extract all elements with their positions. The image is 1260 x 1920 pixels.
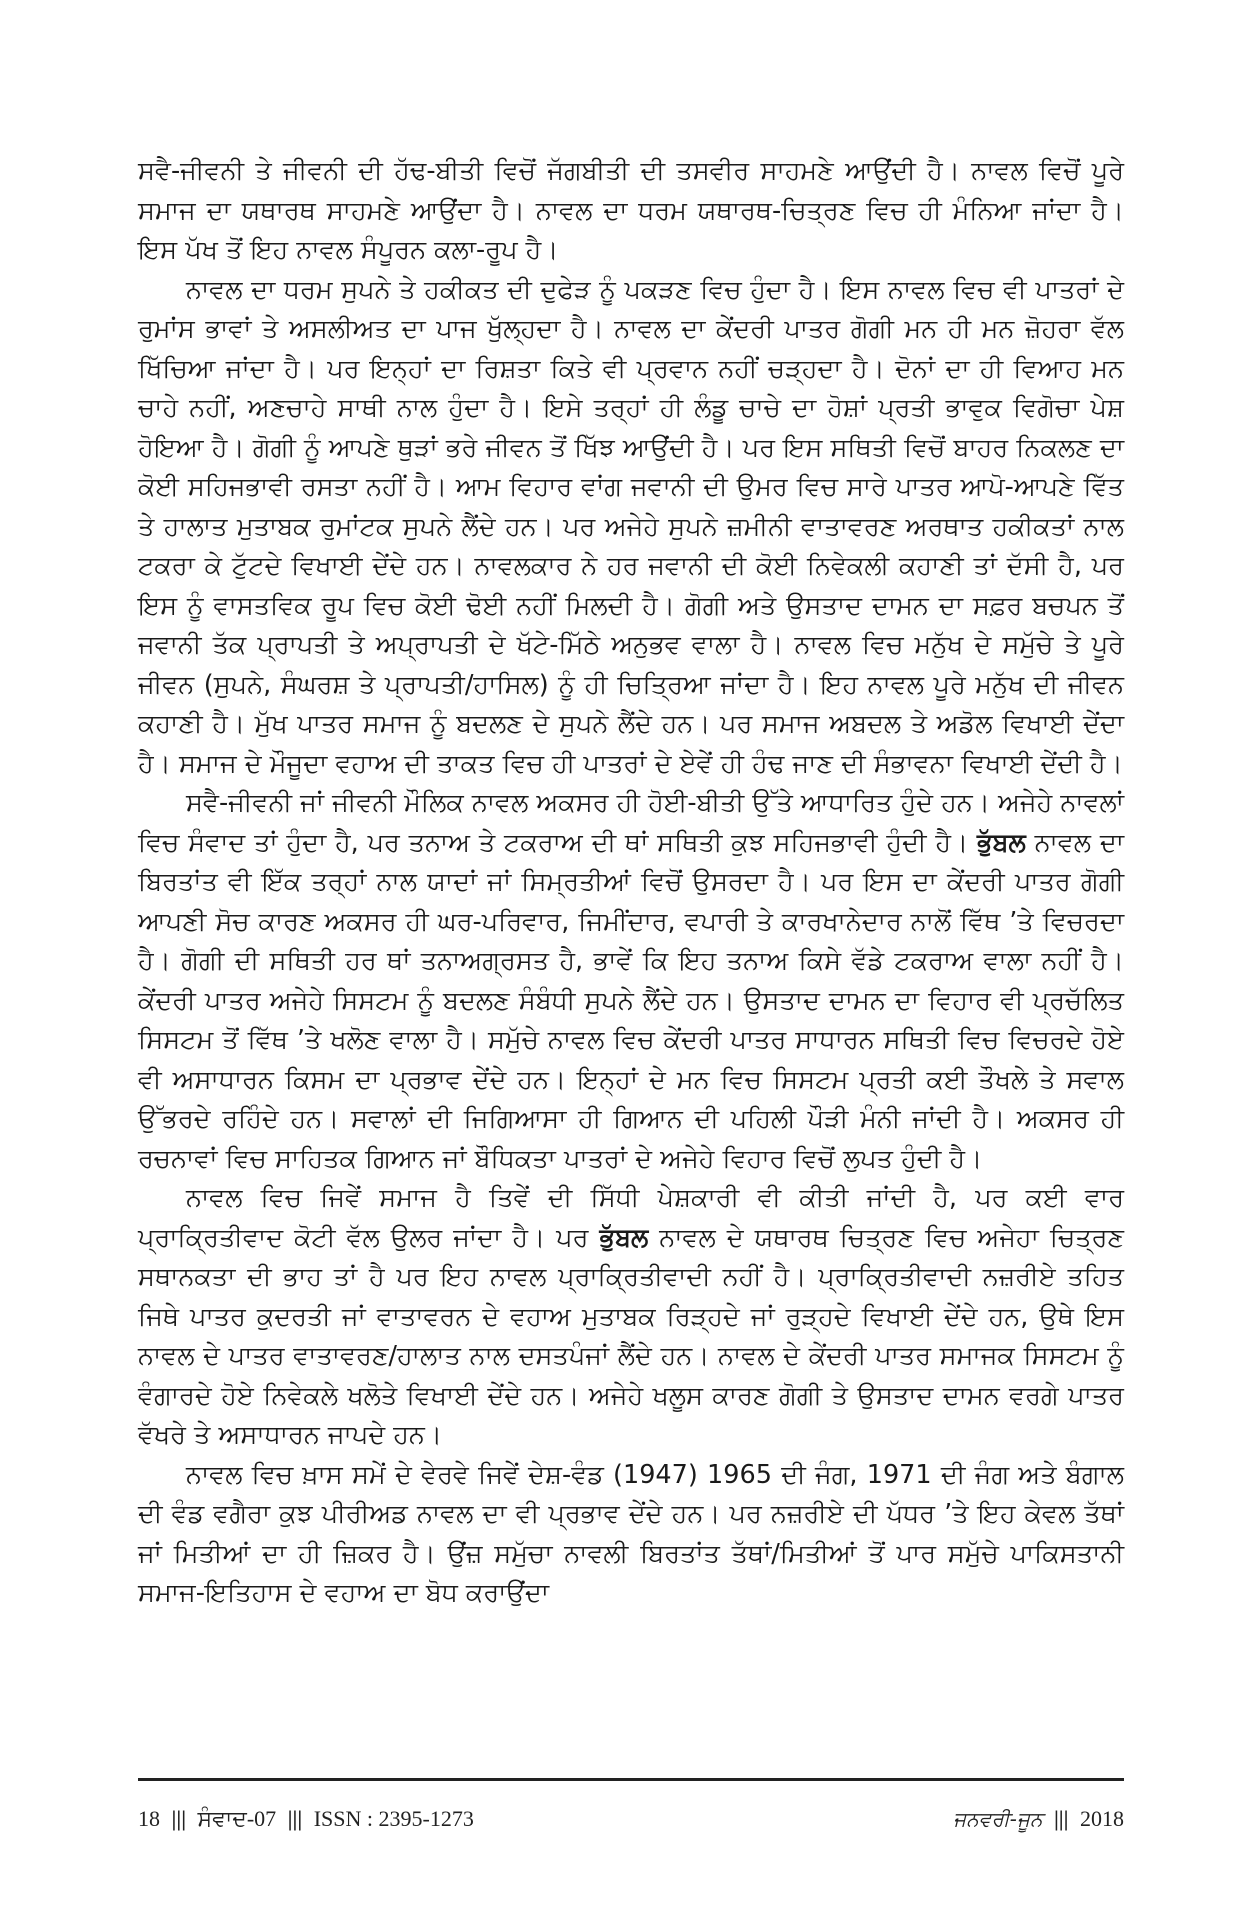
paragraph-4 (138, 1179, 1124, 1456)
paragraph-2 (138, 271, 1124, 785)
footer-separator: ||| (1053, 1806, 1069, 1831)
footer-separator: ||| (171, 1806, 187, 1831)
issue-period: ਜਨਵਰੀ-ਜੂਨ (953, 1807, 1043, 1831)
novel-title-bold: ਭੁੱਬਲ (599, 1222, 649, 1253)
paragraph-text: ਨਾਵਲ ਦਾ ਬਿਰਤਾਂਤ ਵੀ ਇੱਕ ਤਰ੍ਹਾਂ ਨਾਲ ਯਾਦਾਂ ਜਾਂ ਸਿਮ੍ਰਤੀਆਂ ਵਿਚੋਂ ਉਸਰਦਾ ਹੈ। ਪਰ ਇਸ ਦਾ ਕੇਂਦਰੀ ਪਾਤਰ ਗੋਗੀ ਆਪਣੀ ਸੋਚ ਕਾਰਣ ਅਕਸਰ ਹੀ ਘਰ-ਪਰਿਵਾਰ, ਜਿਮੀਂਦਾਰ, ਵਪਾਰੀ ਤੇ ਕਾਰਖਾਨੇਦਾਰ ਨਾਲੋਂ ਵਿੱਥ ’ਤੇ ਵਿਚਰਦਾ ਹੈ। ਗੋਗੀ ਦੀ ਸਥਿਤੀ ਹਰ ਥਾਂ ਤਨਾਅਗ੍ਰਸਤ ਹੈ, ਭਾਵੇਂ ਕਿ ਇਹ ਤਨਾਅ ਕਿਸੇ ਵੱਡੇ ਟਕਰਾਅ ਵਾਲਾ ਨਹੀਂ ਹੈ। ਕੇਂਦਰੀ ਪਾਤਰ ਅਜੇਹੇ ਸਿਸਟਮ ਨੂੰ ਬਦਲਣ ਸੰਬੰਧੀ ਸੁਪਨੇ ਲੈਂਦੇ ਹਨ। ਉਸਤਾਦ ਦਾਮਨ ਦਾ ਵਿਹਾਰ ਵੀ ਪ੍ਰਚੱਲਿਤ ਸਿਸਟਮ ਤੋਂ ਵਿੱਥ ’ਤੇ ਖਲੋਣ ਵਾਲਾ ਹੈ। ਸਮੁੱਚੇ ਨਾਵਲ ਵਿਚ ਕੇਂਦਰੀ ਪਾਤਰ ਸਾਧਾਰਨ ਸਥਿਤੀ ਵਿਚ ਵਿਚਰਦੇ ਹੋਏ ਵੀ ਅਸਾਧਾਰਨ ਕਿਸਮ ਦਾ ਪ੍ਰਭਾਵ ਦੇਂਦੇ ਹਨ। ਇਨ੍ਹਾਂ ਦੇ ਮਨ ਵਿਚ ਸਿਸਟਮ ਪ੍ਰਤੀ ਕਈ ਤੌਖਲੇ ਤੇ ਸਵਾਲ ਉੱਭਰਦੇ ਰਹਿੰਦੇ ਹਨ। ਸਵਾਲਾਂ ਦੀ ਜਿਗਿਆਸਾ ਹੀ ਗਿਆਨ ਦੀ ਪਹਿਲੀ ਪੌੜੀ ਮੰਨੀ ਜਾਂਦੀ ਹੈ। ਅਕਸਰ ਹੀ ਰਚਨਾਵਾਂ ਵਿਚ ਸਾਹਿਤਕ ਗਿਆਨ ਜਾਂ ਬੌਧਿਕਤਾ ਪਾਤਰਾਂ ਦੇ ਅਜੇਹੇ ਵਿਹਾਰ ਵਿਚੋਂ ਲੁਪਤ ਹੁੰਦੀ ਹੈ। (138, 827, 1124, 1174)
page-footer (138, 1800, 1124, 1840)
paragraph-5 (138, 1456, 1124, 1614)
paragraph-text: ਨਾਵਲ ਦੇ ਯਥਾਰਥ ਚਿਤ੍ਰਣ ਵਿਚ ਅਜੇਹਾ ਚਿਤ੍ਰਣ ਸਥਾਨਕਤਾ ਦੀ ਭਾਹ ਤਾਂ ਹੈ ਪਰ ਇਹ ਨਾਵਲ ਪ੍ਰਾਕ੍ਰਿਤੀਵਾਦੀ ਨਹੀਂ ਹੈ। ਪ੍ਰਾਕ੍ਰਿਤੀਵਾਦੀ ਨਜ਼ਰੀਏ ਤਹਿਤ ਜਿਥੇ ਪਾਤਰ ਕੁਦਰਤੀ ਜਾਂ ਵਾਤਾਵਰਨ ਦੇ ਵਹਾਅ ਮੁਤਾਬਕ ਰਿੜ੍ਹਦੇ ਜਾਂ ਰੁੜ੍ਹਦੇ ਵਿਖਾਈ ਦੇਂਦੇ ਹਨ, ਉਥੇ ਇਸ ਨਾਵਲ ਦੇ ਪਾਤਰ ਵਾਤਾਵਰਣ/ਹਾਲਾਤ ਨਾਲ ਦਸਤਪੰਜਾਂ ਲੈਂਦੇ ਹਨ। ਨਾਵਲ ਦੇ ਕੇਂਦਰੀ ਪਾਤਰ ਸਮਾਜਕ ਸਿਸਟਮ ਨੂੰ ਵੰਗਾਰਦੇ ਹੋਏ ਨਿਵੇਕਲੇ ਖਲੋਤੇ ਵਿਖਾਈ ਦੇਂਦੇ ਹਨ। ਅਜੇਹੇ ਖਲੂਸ ਕਾਰਣ ਗੋਗੀ ਤੇ ਉਸਤਾਦ ਦਾਮਨ ਵਰਗੇ ਪਾਤਰ ਵੱਖਰੇ ਤੇ ਅਸਾਧਾਰਨ ਜਾਪਦੇ ਹਨ। (138, 1222, 1125, 1450)
novel-title-bold: ਭੁੱਬਲ (977, 827, 1026, 858)
paragraph-text: ਸਵੈ-ਜੀਵਨੀ ਜਾਂ ਜੀਵਨੀ ਮੌਲਿਕ ਨਾਵਲ ਅਕਸਰ ਹੀ ਹੋਈ-ਬੀਤੀ ਉੱਤੇ ਆਧਾਰਿਤ ਹੁੰਦੇ ਹਨ। ਅਜੇਹੇ ਨਾਵਲਾਂ ਵਿਚ ਸੰਵਾਦ ਤਾਂ ਹੁੰਦਾ ਹੈ, ਪਰ ਤਨਾਅ ਤੇ ਟਕਰਾਅ ਦੀ ਥਾਂ ਸਥਿਤੀ ਕੁਝ ਸਹਿਜਭਾਵੀ ਹੁੰਦੀ ਹੈ। (138, 788, 1124, 858)
paragraph-text: ਨਾਵਲ ਵਿਚ ਖ਼ਾਸ ਸਮੇਂ ਦੇ ਵੇਰਵੇ ਜਿਵੇਂ ਦੇਸ਼-ਵੰਡ (1947) 1965 ਦੀ ਜੰਗ, 1971 ਦੀ ਜੰਗ ਅਤੇ ਬੰਗਾਲ ਦੀ ਵੰਡ ਵਗੈਰਾ ਕੁਝ ਪੀਰੀਅਡ ਨਾਵਲ ਦਾ ਵੀ ਪ੍ਰਭਾਵ ਦੇਂਦੇ ਹਨ। ਪਰ ਨਜ਼ਰੀਏ ਦੀ ਪੱਧਰ ’ਤੇ ਇਹ ਕੇਵਲ ਤੱਥਾਂ ਜਾਂ ਮਿਤੀਆਂ ਦਾ ਹੀ ਜ਼ਿਕਰ ਹੈ। ਉਂਜ਼ ਸਮੁੱਚਾ ਨਾਵਲੀ ਬਿਰਤਾਂਤ ਤੱਥਾਂ/ਮਿਤੀਆਂ ਤੋਂ ਪਾਰ ਸਮੁੱਚੇ ਪਾਕਿਸਤਾਨੀ ਸਮਾਜ-ਇਤਿਹਾਸ ਦੇ ਵਹਾਅ ਦਾ ਬੋਧ ਕਰਾਉਂਦਾ (138, 1459, 1124, 1608)
paragraph-text: ਨਾਵਲ ਵਿਚ ਜਿਵੇਂ ਸਮਾਜ ਹੈ ਤਿਵੇਂ ਦੀ ਸਿੱਧੀ ਪੇਸ਼ਕਾਰੀ ਵੀ ਕੀਤੀ ਜਾਂਦੀ ਹੈ, ਪਰ ਕਈ ਵਾਰ ਪ੍ਰਾਕ੍ਰਿਤੀਵਾਦ ਕੋਟੀ ਵੱਲ ਉਲਰ ਜਾਂਦਾ ਹੈ। ਪਰ (138, 1183, 1124, 1253)
paragraph-text: ਨਾਵਲ ਦਾ ਧਰਮ ਸੁਪਨੇ ਤੇ ਹਕੀਕਤ ਦੀ ਦੁਫੇੜ ਨੂੰ ਪਕੜਣ ਵਿਚ ਹੁੰਦਾ ਹੈ। ਇਸ ਨਾਵਲ ਵਿਚ ਵੀ ਪਾਤਰਾਂ ਦੇ ਰੁਮਾਂਸ ਭਾਵਾਂ ਤੇ ਅਸਲੀਅਤ ਦਾ ਪਾਜ ਖੁੱਲ੍ਹਦਾ ਹੈ। ਨਾਵਲ ਦਾ ਕੇਂਦਰੀ ਪਾਤਰ ਗੋਗੀ ਮਨ ਹੀ ਮਨ ਜ਼ੋਹਰਾ ਵੱਲ ਖਿੱਚਿਆ ਜਾਂਦਾ ਹੈ। ਪਰ ਇਨ੍ਹਾਂ ਦਾ ਰਿਸ਼ਤਾ ਕਿਤੇ ਵੀ ਪ੍ਰਵਾਨ ਨਹੀਂ ਚੜ੍ਹਦਾ ਹੈ। ਦੋਨਾਂ ਦਾ ਹੀ ਵਿਆਹ ਮਨ ਚਾਹੇ ਨਹੀਂ, ਅਣਚਾਹੇ ਸਾਥੀ ਨਾਲ ਹੁੰਦਾ ਹੈ। ਇਸੇ ਤਰ੍ਹਾਂ ਹੀ ਲੰਡੂ ਚਾਚੇ ਦਾ ਹੋਸ਼ਾਂ ਪ੍ਰਤੀ ਭਾਵੁਕ ਵਿਗੋਚਾ ਪੇਸ਼ ਹੋਇਆ ਹੈ। ਗੋਗੀ ਨੂੰ ਆਪਣੇ ਥੁੜਾਂ ਭਰੇ ਜੀਵਨ ਤੋਂ ਖਿੱਝ ਆਉਂਦੀ ਹੈ। ਪਰ ਇਸ ਸਥਿਤੀ ਵਿਚੋਂ ਬਾਹਰ ਨਿਕਲਣ ਦਾ ਕੋਈ ਸਹਿਜਭਾਵੀ ਰਸਤਾ ਨਹੀਂ ਹੈ। ਆਮ ਵਿਹਾਰ ਵਾਂਗ ਜਵਾਨੀ ਦੀ ਉਮਰ ਵਿਚ ਸਾਰੇ ਪਾਤਰ ਆਪੋ-ਆਪਣੇ ਵਿੱਤ ਤੇ ਹਾਲਾਤ ਮੁਤਾਬਕ ਰੁਮਾਂਟਕ ਸੁਪਨੇ ਲੈਂਦੇ ਹਨ। ਪਰ ਅਜੇਹੇ ਸੁਪਨੇ ਜ਼ਮੀਨੀ ਵਾਤਾਵਰਣ ਅਰਥਾਤ ਹਕੀਕਤਾਂ ਨਾਲ ਟਕਰਾ ਕੇ ਟੁੱਟਦੇ ਵਿਖਾਈ ਦੇਂਦੇ ਹਨ। ਨਾਵਲਕਾਰ ਨੇ ਹਰ ਜਵਾਨੀ ਦੀ ਕੋਈ ਨਿਵੇਕਲੀ ਕਹਾਣੀ ਤਾਂ ਦੱਸੀ ਹੈ, ਪਰ ਇਸ ਨੂੰ ਵਾਸਤਵਿਕ ਰੂਪ ਵਿਚ ਕੋਈ ਢੋਈ ਨਹੀਂ ਮਿਲਦੀ ਹੈ। ਗੋਗੀ ਅਤੇ ਉਸਤਾਦ ਦਾਮਨ ਦਾ ਸਫ਼ਰ ਬਚਪਨ ਤੋਂ ਜਵਾਨੀ ਤੱਕ ਪ੍ਰਾਪਤੀ ਤੇ ਅਪ੍ਰਾਪਤੀ ਦੇ ਖੱਟੇ-ਮਿੱਠੇ ਅਨੁਭਵ ਵਾਲਾ ਹੈ। ਨਾਵਲ ਵਿਚ ਮਨੁੱਖ ਦੇ ਸਮੁੱਚੇ ਤੇ ਪੂਰੇ ਜੀਵਨ (ਸੁਪਨੇ, ਸੰਘਰਸ਼ ਤੇ ਪ੍ਰਾਪਤੀ/ਹਾਸਿਲ) ਨੂੰ ਹੀ ਚਿਤ੍ਰਿਆ ਜਾਂਦਾ ਹੈ। ਇਹ ਨਾਵਲ ਪੂਰੇ ਮਨੁੱਖ ਦੀ ਜੀਵਨ ਕਹਾਣੀ ਹੈ। ਮੁੱਖ ਪਾਤਰ ਸਮਾਜ ਨੂੰ ਬਦਲਣ ਦੇ ਸੁਪਨੇ ਲੈਂਦੇ ਹਨ। ਪਰ ਸਮਾਜ ਅਬਦਲ ਤੇ ਅਡੋਲ ਵਿਖਾਈ ਦੇਂਦਾ ਹੈ। ਸਮਾਜ ਦੇ ਮੌਜੂਦਾ ਵਹਾਅ ਦੀ ਤਾਕਤ ਵਿਚ ਹੀ ਪਾਤਰਾਂ ਦੇ ਏਵੇਂ ਹੀ ਹੰਢ ਜਾਣ ਦੀ ਸੰਭਾਵਨਾ ਵਿਖਾਈ ਦੇਂਦੀ ਹੈ। (138, 274, 1124, 779)
footer-separator: ||| (287, 1806, 303, 1831)
journal-name: ਸੰਵਾਦ-07 (197, 1806, 277, 1831)
issue-year: 2018 (1080, 1806, 1124, 1831)
footer-divider (138, 1778, 1124, 1781)
paragraph-text: ਸਵੈ-ਜੀਵਨੀ ਤੇ ਜੀਵਨੀ ਦੀ ਹੱਢ-ਬੀਤੀ ਵਿਚੋਂ ਜੱਗਬੀਤੀ ਦੀ ਤਸਵੀਰ ਸਾਹਮਣੇ ਆਉਂਦੀ ਹੈ। ਨਾਵਲ ਵਿਚੋਂ ਪੂਰੇ ਸਮਾਜ ਦਾ ਯਥਾਰਥ ਸਾਹਮਣੇ ਆਉਂਦਾ ਹੈ। ਨਾਵਲ ਦਾ ਧਰਮ ਯਥਾਰਥ-ਚਿਤ੍ਰਣ ਵਿਚ ਹੀ ਮੰਨਿਆ ਜਾਂਦਾ ਹੈ। ਇਸ ਪੱਖ ਤੋਂ ਇਹ ਨਾਵਲ ਸੰਪੂਰਨ ਕਲਾ-ਰੂਪ ਹੈ। (138, 156, 1124, 265)
paragraph-3 (138, 784, 1124, 1179)
footer-left (138, 1806, 474, 1832)
paragraph-1 (138, 152, 1124, 271)
article-body (138, 152, 1124, 1614)
issn: ISSN : 2395-1273 (313, 1806, 474, 1831)
footer-right (953, 1806, 1124, 1832)
page-number: 18 (138, 1806, 160, 1831)
